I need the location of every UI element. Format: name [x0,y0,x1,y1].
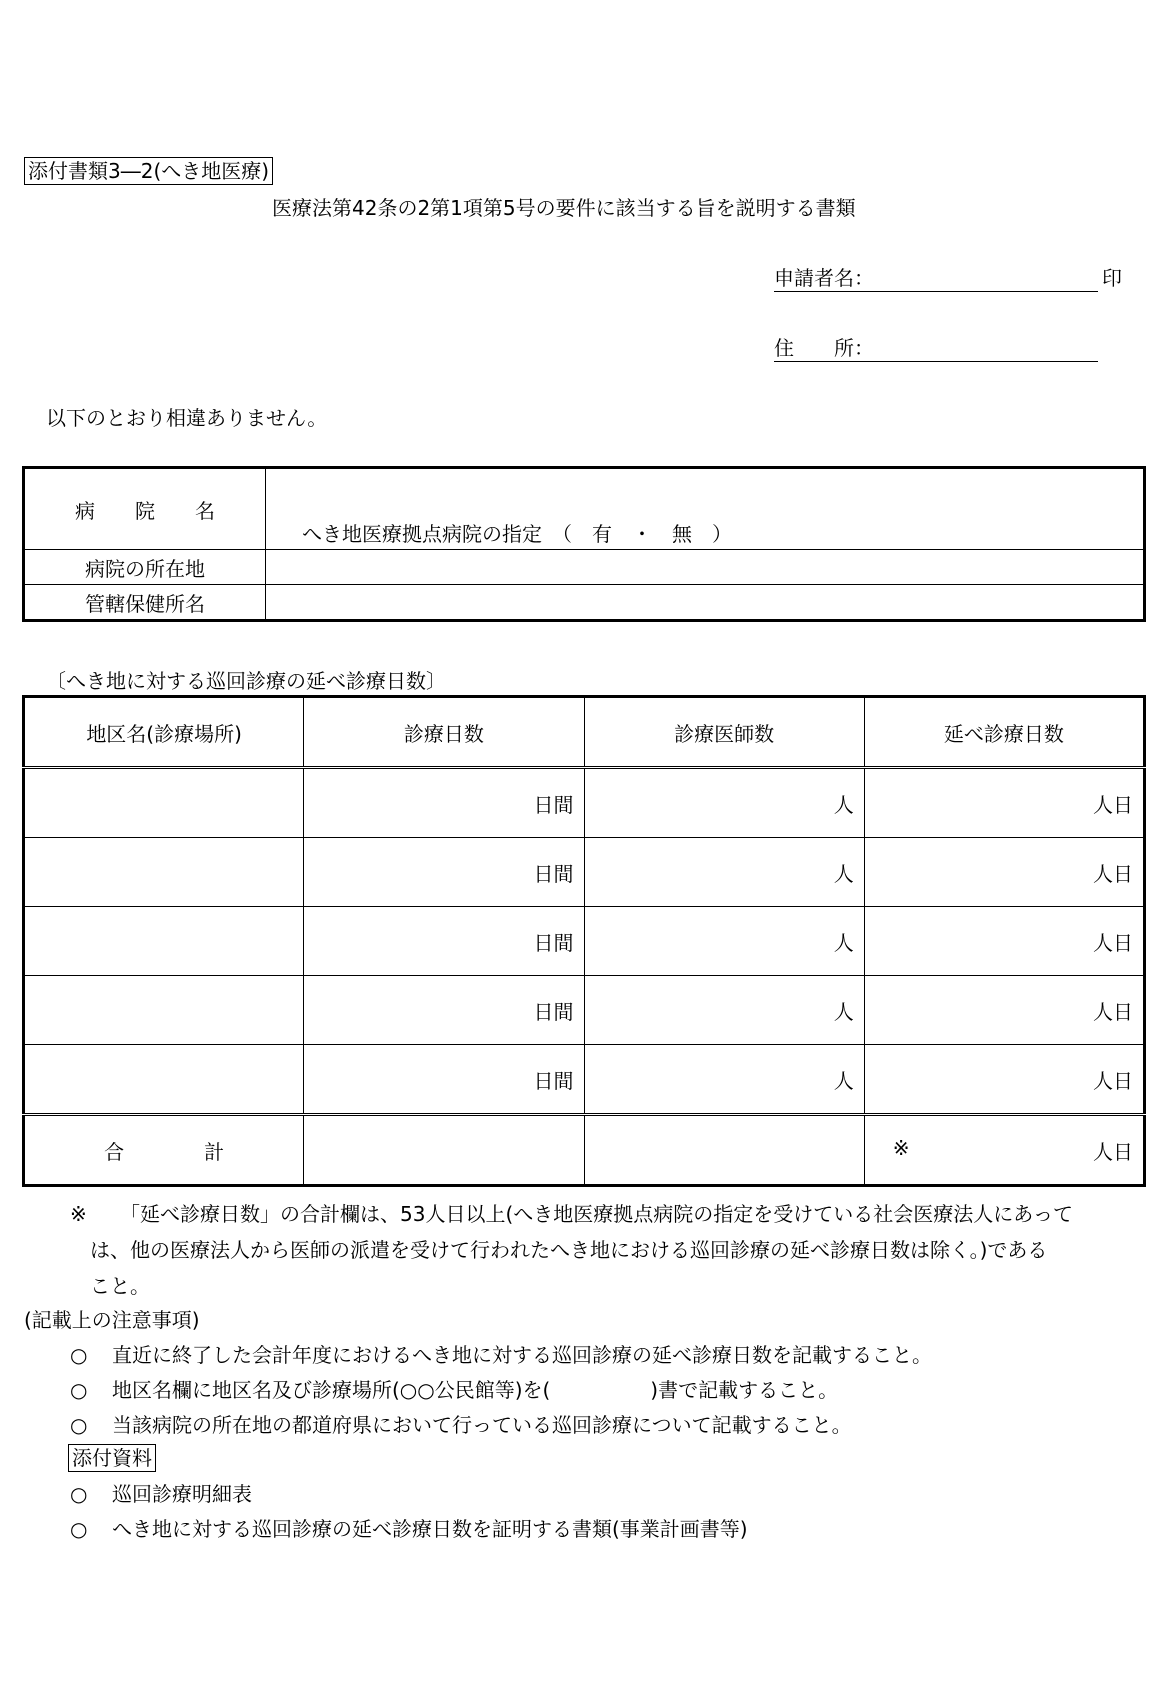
doctors-cell[interactable]: 人 [584,1045,864,1115]
area-cell[interactable] [24,768,304,838]
hospital-info-table [22,466,1146,622]
document-title: 医療法第42条の2第1項第5号の要件に該当する旨を説明する書類 [272,196,856,220]
table-row [24,768,1145,838]
bullet-icon: ○ [70,1378,88,1402]
total-doctors-sum-cell[interactable] [584,1115,864,1186]
days-cell[interactable]: 日間 [304,1045,584,1115]
total-row [24,1115,1145,1186]
footnote-line: は、他の医療法人から医師の派遣を受けて行われたへき地における巡回診療の延べ診療日数は除く。)である [90,1238,1048,1262]
table-row [24,838,1145,907]
attachment-item: 巡回診療明細表 [112,1482,252,1506]
declaration-text: 以下のとおり相違ありません。 [46,406,328,430]
total-days-cell[interactable]: 人日 [864,907,1144,976]
bullet-icon: ○ [70,1517,88,1541]
header-total-days: 延べ診療日数 [864,697,1144,768]
total-days-cell[interactable]: 人日 [864,976,1144,1045]
doctors-cell[interactable]: 人 [584,976,864,1045]
health-center-cell[interactable] [266,585,1145,621]
footnote-line: 「延べ診療日数」の合計欄は、53人日以上(へき地医療拠点病院の指定を受けている社会医療法人にあって [120,1202,1074,1226]
hospital-name-label: 病 院 名 [24,468,266,550]
health-center-label: 管轄保健所名 [24,585,266,621]
total-days-sum-cell[interactable] [304,1115,584,1186]
days-cell[interactable]: 日間 [304,907,584,976]
notes-title: (記載上の注意事項) [24,1308,200,1332]
note-item: 地区名欄に地区名及び診療場所(○○公民館等)を( )書で記載すること。 [112,1378,839,1402]
days-cell[interactable]: 日間 [304,976,584,1045]
doctors-cell[interactable]: 人 [584,907,864,976]
bullet-icon: ○ [70,1343,88,1367]
note-item: 当該病院の所在地の都道府県において行っている巡回診療について記載すること。 [112,1413,852,1437]
table-header-row [24,697,1145,768]
area-cell[interactable] [24,1045,304,1115]
bullet-icon: ○ [70,1482,88,1506]
days-cell[interactable]: 日間 [304,768,584,838]
total-person-days-cell[interactable] [864,1115,1144,1186]
doctors-cell[interactable]: 人 [584,838,864,907]
area-cell[interactable] [24,838,304,907]
area-cell[interactable] [24,907,304,976]
seal-mark: 印 [1102,266,1122,290]
applicant-address-label: 住 所： [774,336,874,360]
area-cell[interactable] [24,976,304,1045]
total-days-cell[interactable]: 人日 [864,768,1144,838]
attachments-title: 添付資料 [68,1444,156,1472]
hospital-location-label: 病院の所在地 [24,550,266,585]
table-row [24,976,1145,1045]
days-cell[interactable]: 日間 [304,838,584,907]
total-unit: 人日 [1093,1139,1133,1164]
doctors-cell[interactable]: 人 [584,768,864,838]
section-title: 〔へき地に対する巡回診療の延べ診療日数〕 [46,669,446,693]
clinic-days-table [22,695,1146,1187]
designation-text: へき地医療拠点病院の指定 （ 有 ・ 無 ） [302,522,732,546]
total-label: 合 計 [24,1115,304,1186]
header-area: 地区名(診療場所) [24,697,304,768]
table-row [24,1045,1145,1115]
applicant-name-label: 申請者名： [774,266,874,290]
attachment-item: へき地に対する巡回診療の延べ診療日数を証明する書類(事業計画書等) [112,1517,748,1541]
applicant-name-field[interactable] [774,262,1098,292]
footnote-mark: ※ [70,1202,87,1226]
note-item: 直近に終了した会計年度におけるへき地に対する巡回診療の延べ診療日数を記載すること。 [112,1343,932,1367]
header-doctors: 診療医師数 [584,697,864,768]
total-days-cell[interactable]: 人日 [864,838,1144,907]
applicant-address-field[interactable] [774,332,1098,362]
total-days-cell[interactable]: 人日 [864,1045,1144,1115]
hospital-name-cell[interactable] [266,468,1145,550]
header-days: 診療日数 [304,697,584,768]
document-tag: 添付書類3―2(へき地医療) [24,157,273,185]
table-row [24,907,1145,976]
hospital-location-cell[interactable] [266,550,1145,585]
footnote-line: こと。 [90,1274,150,1298]
bullet-icon: ○ [70,1413,88,1437]
total-mark: ※ [892,1135,910,1160]
